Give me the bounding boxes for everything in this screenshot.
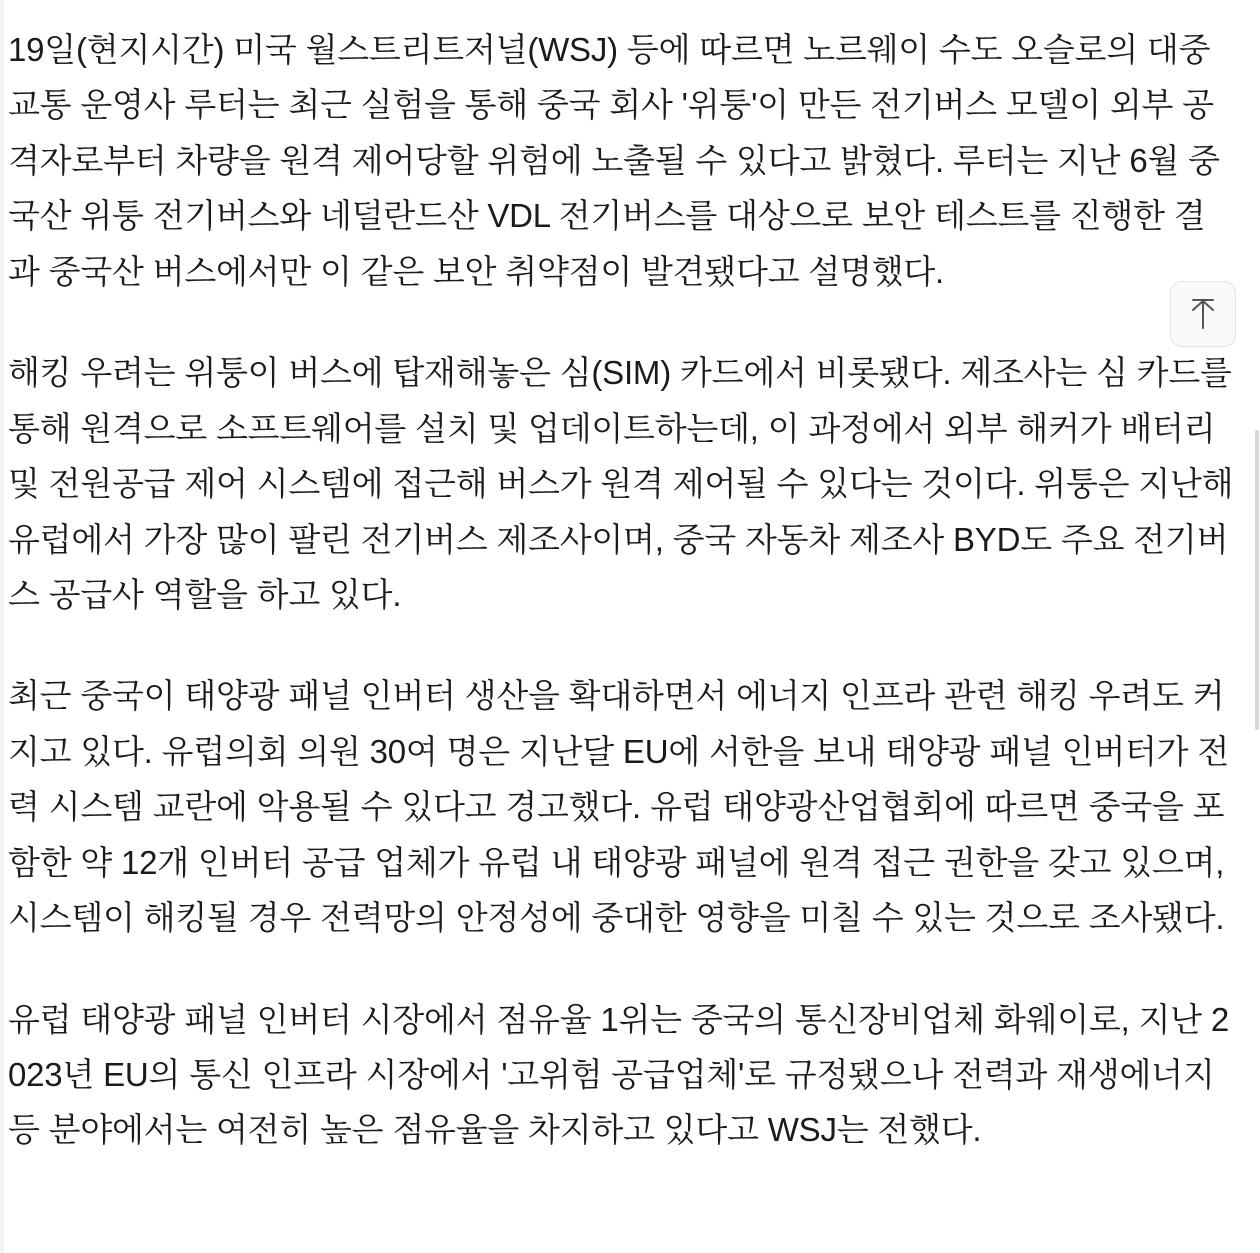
- article-paragraph: 최근 중국이 태양광 패널 인버터 생산을 확대하면서 에너지 인프라 관련 해킹 우려도 커지고 있다. 유럽의회 의원 30여 명은 지난달 EU에 서한을 보내 태양광 패널 인버터가 전력 시스템 교란에 악용될 수 있다고 경고했다. 유럽 태양광산업협회에 따르면 중국을 포함한 약 12개 인버터 공급 업체가 유럽 내 태양광 패널에 원격 접근 권한을 갖고 있으며, 시스템이 해킹될 경우 전력망의 안정성에 중대한 영향을 미칠 수 있는 것으로 조사됐다.: [8, 677, 1230, 937]
- article-paragraph: 유럽 태양광 패널 인버터 시장에서 점유율 1위는 중국의 통신장비업체 화웨이로, 지난 2023년 EU의 통신 인프라 시장에서 '고위험 공급업체'로 규정됐으나 전력과 재생에너지 등 분야에서는 여전히 높은 점유율을 차지하고 있다고 WSJ는 전했다.: [8, 1000, 1229, 1149]
- article-paragraph: 19일(현지시간) 미국 월스트리트저널(WSJ) 등에 따르면 노르웨이 수도 오슬로의 대중교통 운영사 루터는 최근 실험을 통해 중국 회사 '위퉁'이 만든 전기버스 모델이 외부 공격자로부터 차량을 원격 제어당할 위험에 노출될 수 있다고 밝혔다. 루터는 지난 6월 중국산 위퉁 전기버스와 네덜란드산 VDL 전기버스를 대상으로 보안 테스트를 진행한 결과 중국산 버스에서만 이 같은 보안 취약점이 발견됐다고 설명했다.: [8, 31, 1220, 290]
- article-paragraph: 해킹 우려는 위퉁이 버스에 탑재해놓은 심(SIM) 카드에서 비롯됐다. 제조사는 심 카드를 통해 원격으로 소프트웨어를 설치 및 업데이트하는데, 이 과정에서 외부 해커가 배터리 및 전원공급 제어 시스템에 접근해 버스가 원격 제어될 수 있다는 것이다. 위퉁은 지난해 유럽에서 가장 많이 팔린 전기버스 제조사이며, 중국 자동차 제조사 BYD도 주요 전기버스 공급사 역할을 하고 있다.: [8, 354, 1234, 613]
- page-scrollbar[interactable]: [1255, 0, 1260, 1253]
- arrow-up-icon: [1190, 298, 1216, 330]
- scroll-to-top-button[interactable]: [1170, 281, 1236, 347]
- scrollbar-thumb[interactable]: [1255, 430, 1259, 730]
